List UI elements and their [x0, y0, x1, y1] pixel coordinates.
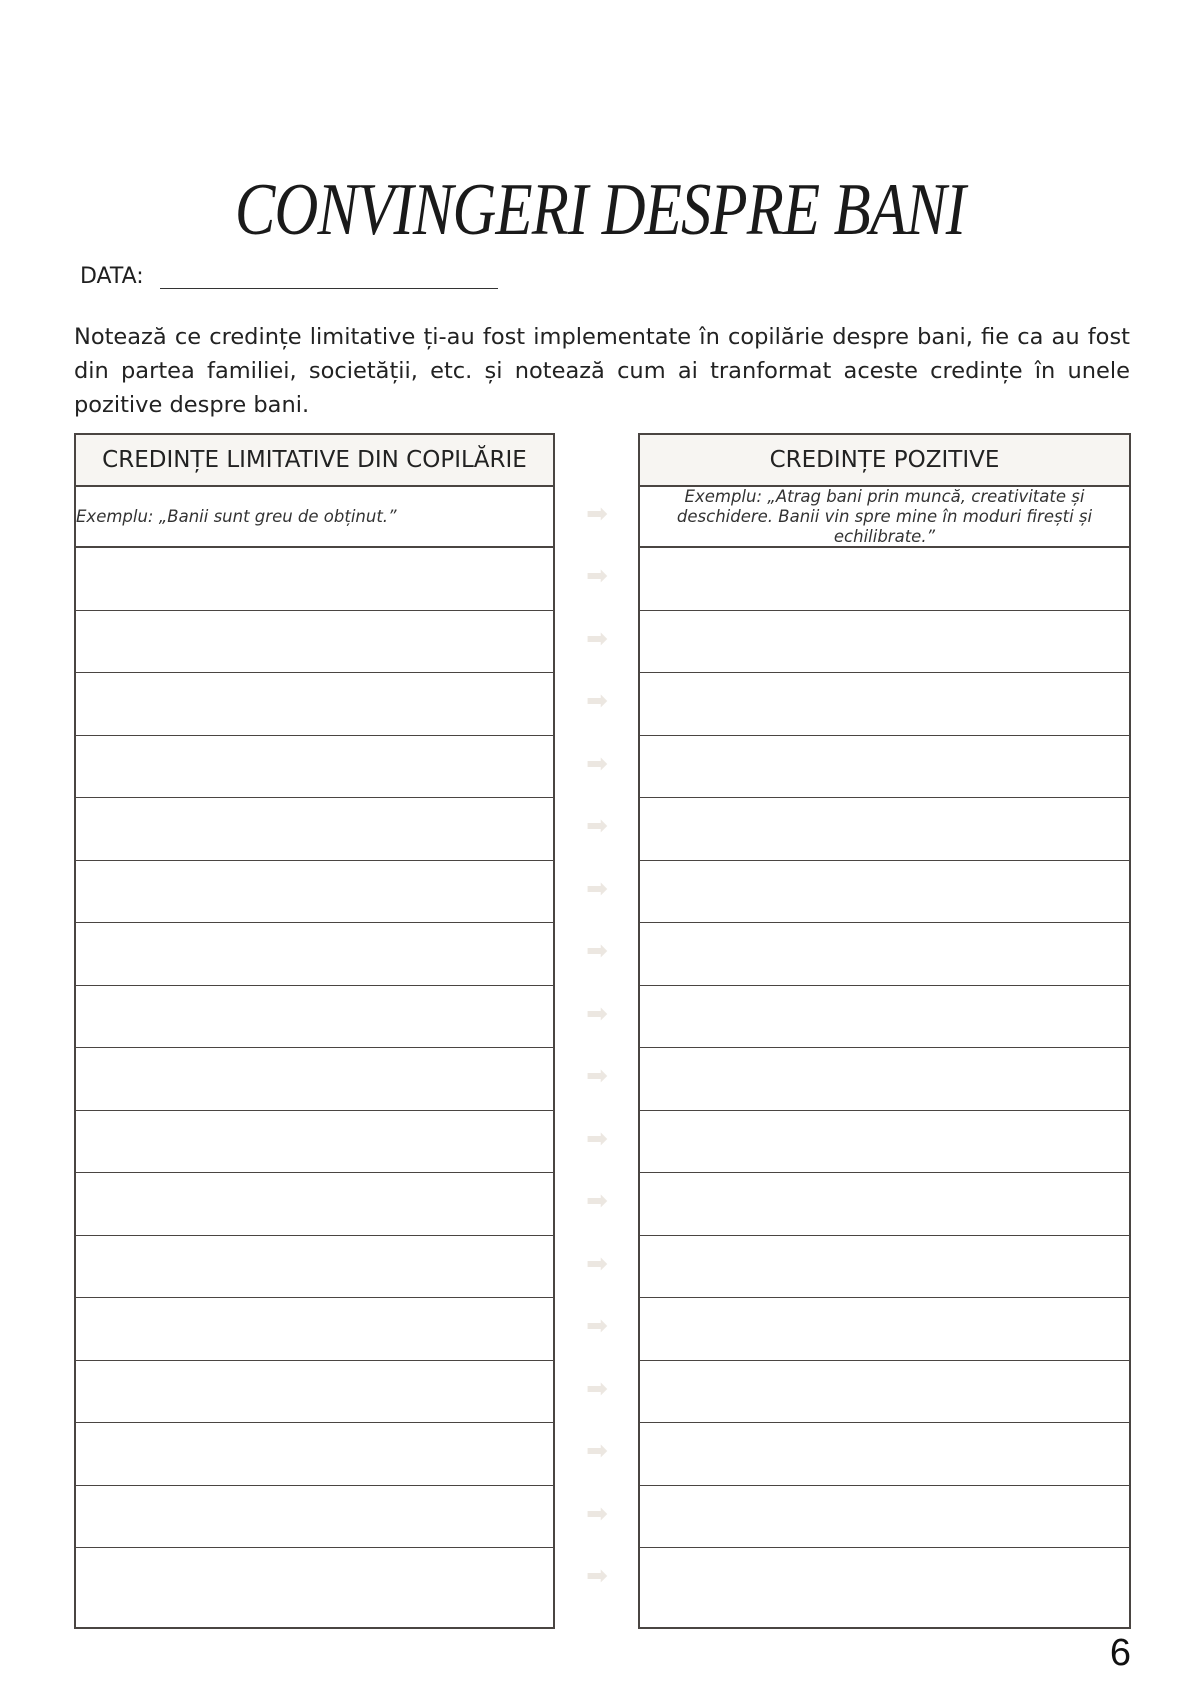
instructions-text: Notează ce credințe limitative ți-au fost implementate în copilărie despre bani, fie ca au fost din partea familiei, societății, etc. și notează cum ai tranformat aceste credințe în unele pozitive despre bani. — [74, 324, 1130, 418]
limiting-belief-input-row[interactable] — [76, 611, 553, 674]
positive-belief-input-row[interactable] — [640, 1361, 1129, 1424]
limiting-belief-input-row[interactable] — [76, 1361, 553, 1424]
positive-beliefs-rows — [640, 548, 1129, 1611]
positive-belief-input-row[interactable] — [640, 1111, 1129, 1174]
arrow-right-icon: ➡ — [586, 1498, 608, 1529]
positive-beliefs-header: CREDINȚE POZITIVE — [640, 435, 1129, 487]
arrow-right-icon: ➡ — [586, 1373, 608, 1404]
limiting-belief-input-row[interactable] — [76, 923, 553, 986]
date-label: DATA: — [80, 264, 144, 289]
positive-belief-input-row[interactable] — [640, 1548, 1129, 1611]
arrow-right-icon: ➡ — [586, 1311, 608, 1342]
page-title: CONVINGERI DESPRE BANI — [234, 168, 966, 251]
arrow-right-icon: ➡ — [586, 936, 608, 967]
positive-belief-input-row[interactable] — [640, 548, 1129, 611]
arrow-right-icon: ➡ — [586, 998, 608, 1029]
arrow-right-icon: ➡ — [586, 1561, 608, 1592]
date-input-line[interactable] — [160, 262, 498, 289]
limiting-belief-input-row[interactable] — [76, 1486, 553, 1549]
positive-belief-input-row[interactable] — [640, 1173, 1129, 1236]
positive-belief-input-row[interactable] — [640, 798, 1129, 861]
limiting-belief-input-row[interactable] — [76, 1298, 553, 1361]
limiting-belief-input-row[interactable] — [76, 861, 553, 924]
positive-belief-input-row[interactable] — [640, 1236, 1129, 1299]
arrow-right-icon: ➡ — [586, 686, 608, 717]
arrow-right-icon: ➡ — [586, 1061, 608, 1092]
limiting-belief-input-row[interactable] — [76, 1111, 553, 1174]
limiting-belief-input-row[interactable] — [76, 548, 553, 611]
arrow-right-icon: ➡ — [586, 498, 608, 529]
limiting-belief-input-row[interactable] — [76, 1423, 553, 1486]
limiting-belief-input-row[interactable] — [76, 736, 553, 799]
positive-beliefs-column — [638, 433, 1131, 1629]
positive-belief-input-row[interactable] — [640, 611, 1129, 674]
positive-belief-input-row[interactable] — [640, 1298, 1129, 1361]
positive-belief-input-row[interactable] — [640, 673, 1129, 736]
arrow-right-icon: ➡ — [586, 748, 608, 779]
arrow-right-icon: ➡ — [586, 623, 608, 654]
limiting-belief-input-row[interactable] — [76, 1048, 553, 1111]
date-field-row — [80, 262, 498, 289]
page-number: 6 — [1109, 1632, 1131, 1674]
limiting-belief-input-row[interactable] — [76, 673, 553, 736]
limiting-belief-input-row[interactable] — [76, 986, 553, 1049]
arrow-right-icon: ➡ — [586, 1123, 608, 1154]
positive-belief-input-row[interactable] — [640, 1423, 1129, 1486]
arrow-right-icon: ➡ — [586, 1186, 608, 1217]
positive-belief-input-row[interactable] — [640, 923, 1129, 986]
limiting-beliefs-header: CREDINȚE LIMITATIVE DIN COPILĂRIE — [76, 435, 553, 487]
arrow-right-icon: ➡ — [586, 873, 608, 904]
positive-belief-input-row[interactable] — [640, 1486, 1129, 1549]
arrow-right-icon: ➡ — [586, 811, 608, 842]
positive-belief-input-row[interactable] — [640, 736, 1129, 799]
positive-beliefs-example: Exemplu: „Atrag bani prin muncă, creativitate și deschidere. Banii vin spre mine în moduri firești și echilibrate.” — [640, 487, 1129, 548]
limiting-beliefs-example: Exemplu: „Banii sunt greu de obținut.” — [76, 487, 553, 548]
limiting-belief-input-row[interactable] — [76, 798, 553, 861]
limiting-belief-input-row[interactable] — [76, 1173, 553, 1236]
positive-belief-input-row[interactable] — [640, 861, 1129, 924]
arrow-right-icon: ➡ — [586, 561, 608, 592]
positive-belief-input-row[interactable] — [640, 1048, 1129, 1111]
positive-belief-input-row[interactable] — [640, 986, 1129, 1049]
arrow-right-icon: ➡ — [586, 1436, 608, 1467]
arrow-right-icon: ➡ — [586, 1248, 608, 1279]
limiting-belief-input-row[interactable] — [76, 1236, 553, 1299]
limiting-beliefs-rows — [76, 548, 553, 1611]
limiting-beliefs-column — [74, 433, 555, 1629]
limiting-belief-input-row[interactable] — [76, 1548, 553, 1611]
